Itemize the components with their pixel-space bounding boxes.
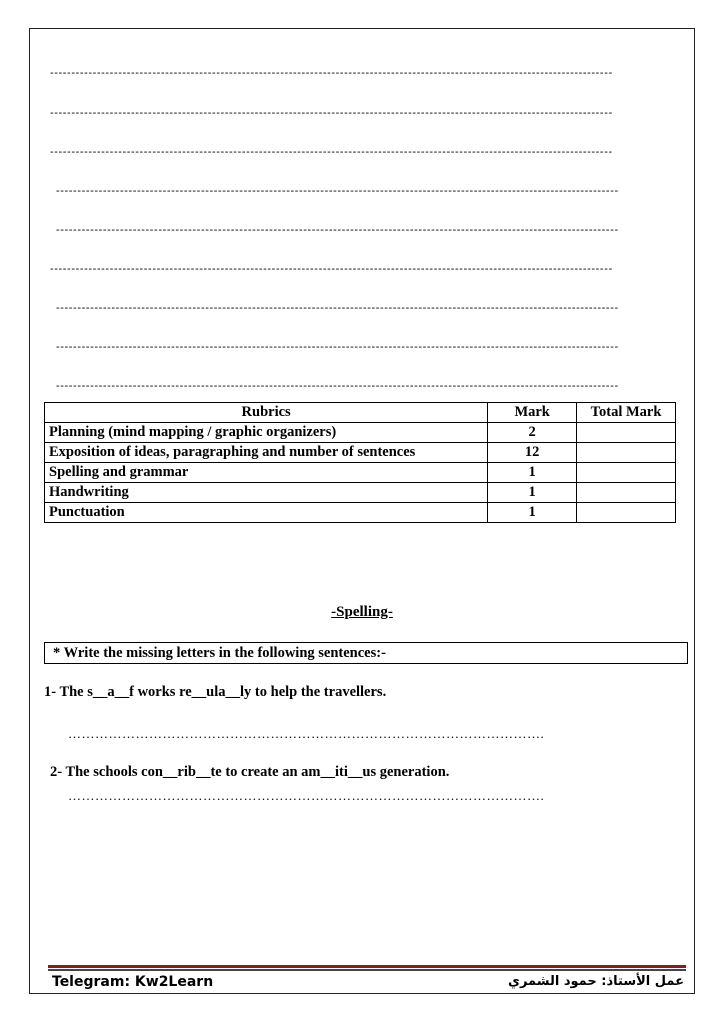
writing-line: ------------------------------------------------------------------------------------------------------------------------------------ [56, 341, 619, 353]
rubric-total[interactable] [577, 443, 676, 463]
rubric-total[interactable] [577, 483, 676, 503]
table-row [45, 423, 676, 443]
teacher-credit: عمل الأستاذ: حمود الشمري [508, 974, 684, 989]
table-row [45, 443, 676, 463]
mark-header: Mark [488, 403, 577, 423]
spelling-instruction: * Write the missing letters in the following sentences:- [44, 642, 688, 664]
writing-line: ------------------------------------------------------------------------------------------------------------------------------------ [56, 302, 619, 314]
answer-line-2[interactable]: ……………………………………………………………………………………………. [68, 788, 545, 803]
writing-line: ------------------------------------------------------------------------------------------------------------------------------------ [50, 107, 613, 119]
rubric-total[interactable] [577, 503, 676, 523]
rubric-mark: 1 [488, 463, 577, 483]
table-row [45, 503, 676, 523]
rubric-mark: 2 [488, 423, 577, 443]
writing-line: ------------------------------------------------------------------------------------------------------------------------------------ [56, 224, 619, 236]
rubric-total[interactable] [577, 463, 676, 483]
writing-line: ------------------------------------------------------------------------------------------------------------------------------------ [56, 380, 619, 392]
rubrics-header-row [45, 403, 676, 423]
rubric-total[interactable] [577, 423, 676, 443]
footer-divider [48, 965, 686, 968]
rubrics-table [44, 402, 676, 523]
writing-line: ------------------------------------------------------------------------------------------------------------------------------------ [50, 146, 613, 158]
writing-line: ------------------------------------------------------------------------------------------------------------------------------------ [50, 67, 613, 79]
spelling-sentence-2: 2- The schools con__rib__te to create an am__iti__us generation. [50, 764, 450, 780]
rubric-mark: 1 [488, 503, 577, 523]
rubric-label: Exposition of ideas, paragraphing and number of sentences [45, 443, 488, 463]
spelling-title: -Spelling- [331, 604, 393, 620]
rubrics-header: Rubrics [45, 403, 488, 423]
rubric-label: Spelling and grammar [45, 463, 488, 483]
total-mark-header: Total Mark [577, 403, 676, 423]
rubric-label: Punctuation [45, 503, 488, 523]
writing-line: ------------------------------------------------------------------------------------------------------------------------------------ [56, 185, 619, 197]
answer-line-1[interactable]: ……………………………………………………………………………………………. [68, 726, 545, 741]
rubric-label: Planning (mind mapping / graphic organizers) [45, 423, 488, 443]
table-row [45, 463, 676, 483]
rubric-mark: 1 [488, 483, 577, 503]
table-row [45, 483, 676, 503]
footer-divider-secondary [48, 969, 686, 971]
spelling-sentence-1: 1- The s__a__f works re__ula__ly to help the travellers. [44, 684, 387, 700]
writing-line: ------------------------------------------------------------------------------------------------------------------------------------ [50, 263, 613, 275]
rubric-label: Handwriting [45, 483, 488, 503]
rubric-mark: 12 [488, 443, 577, 463]
telegram-credit: Telegram: Kw2Learn [52, 974, 214, 990]
